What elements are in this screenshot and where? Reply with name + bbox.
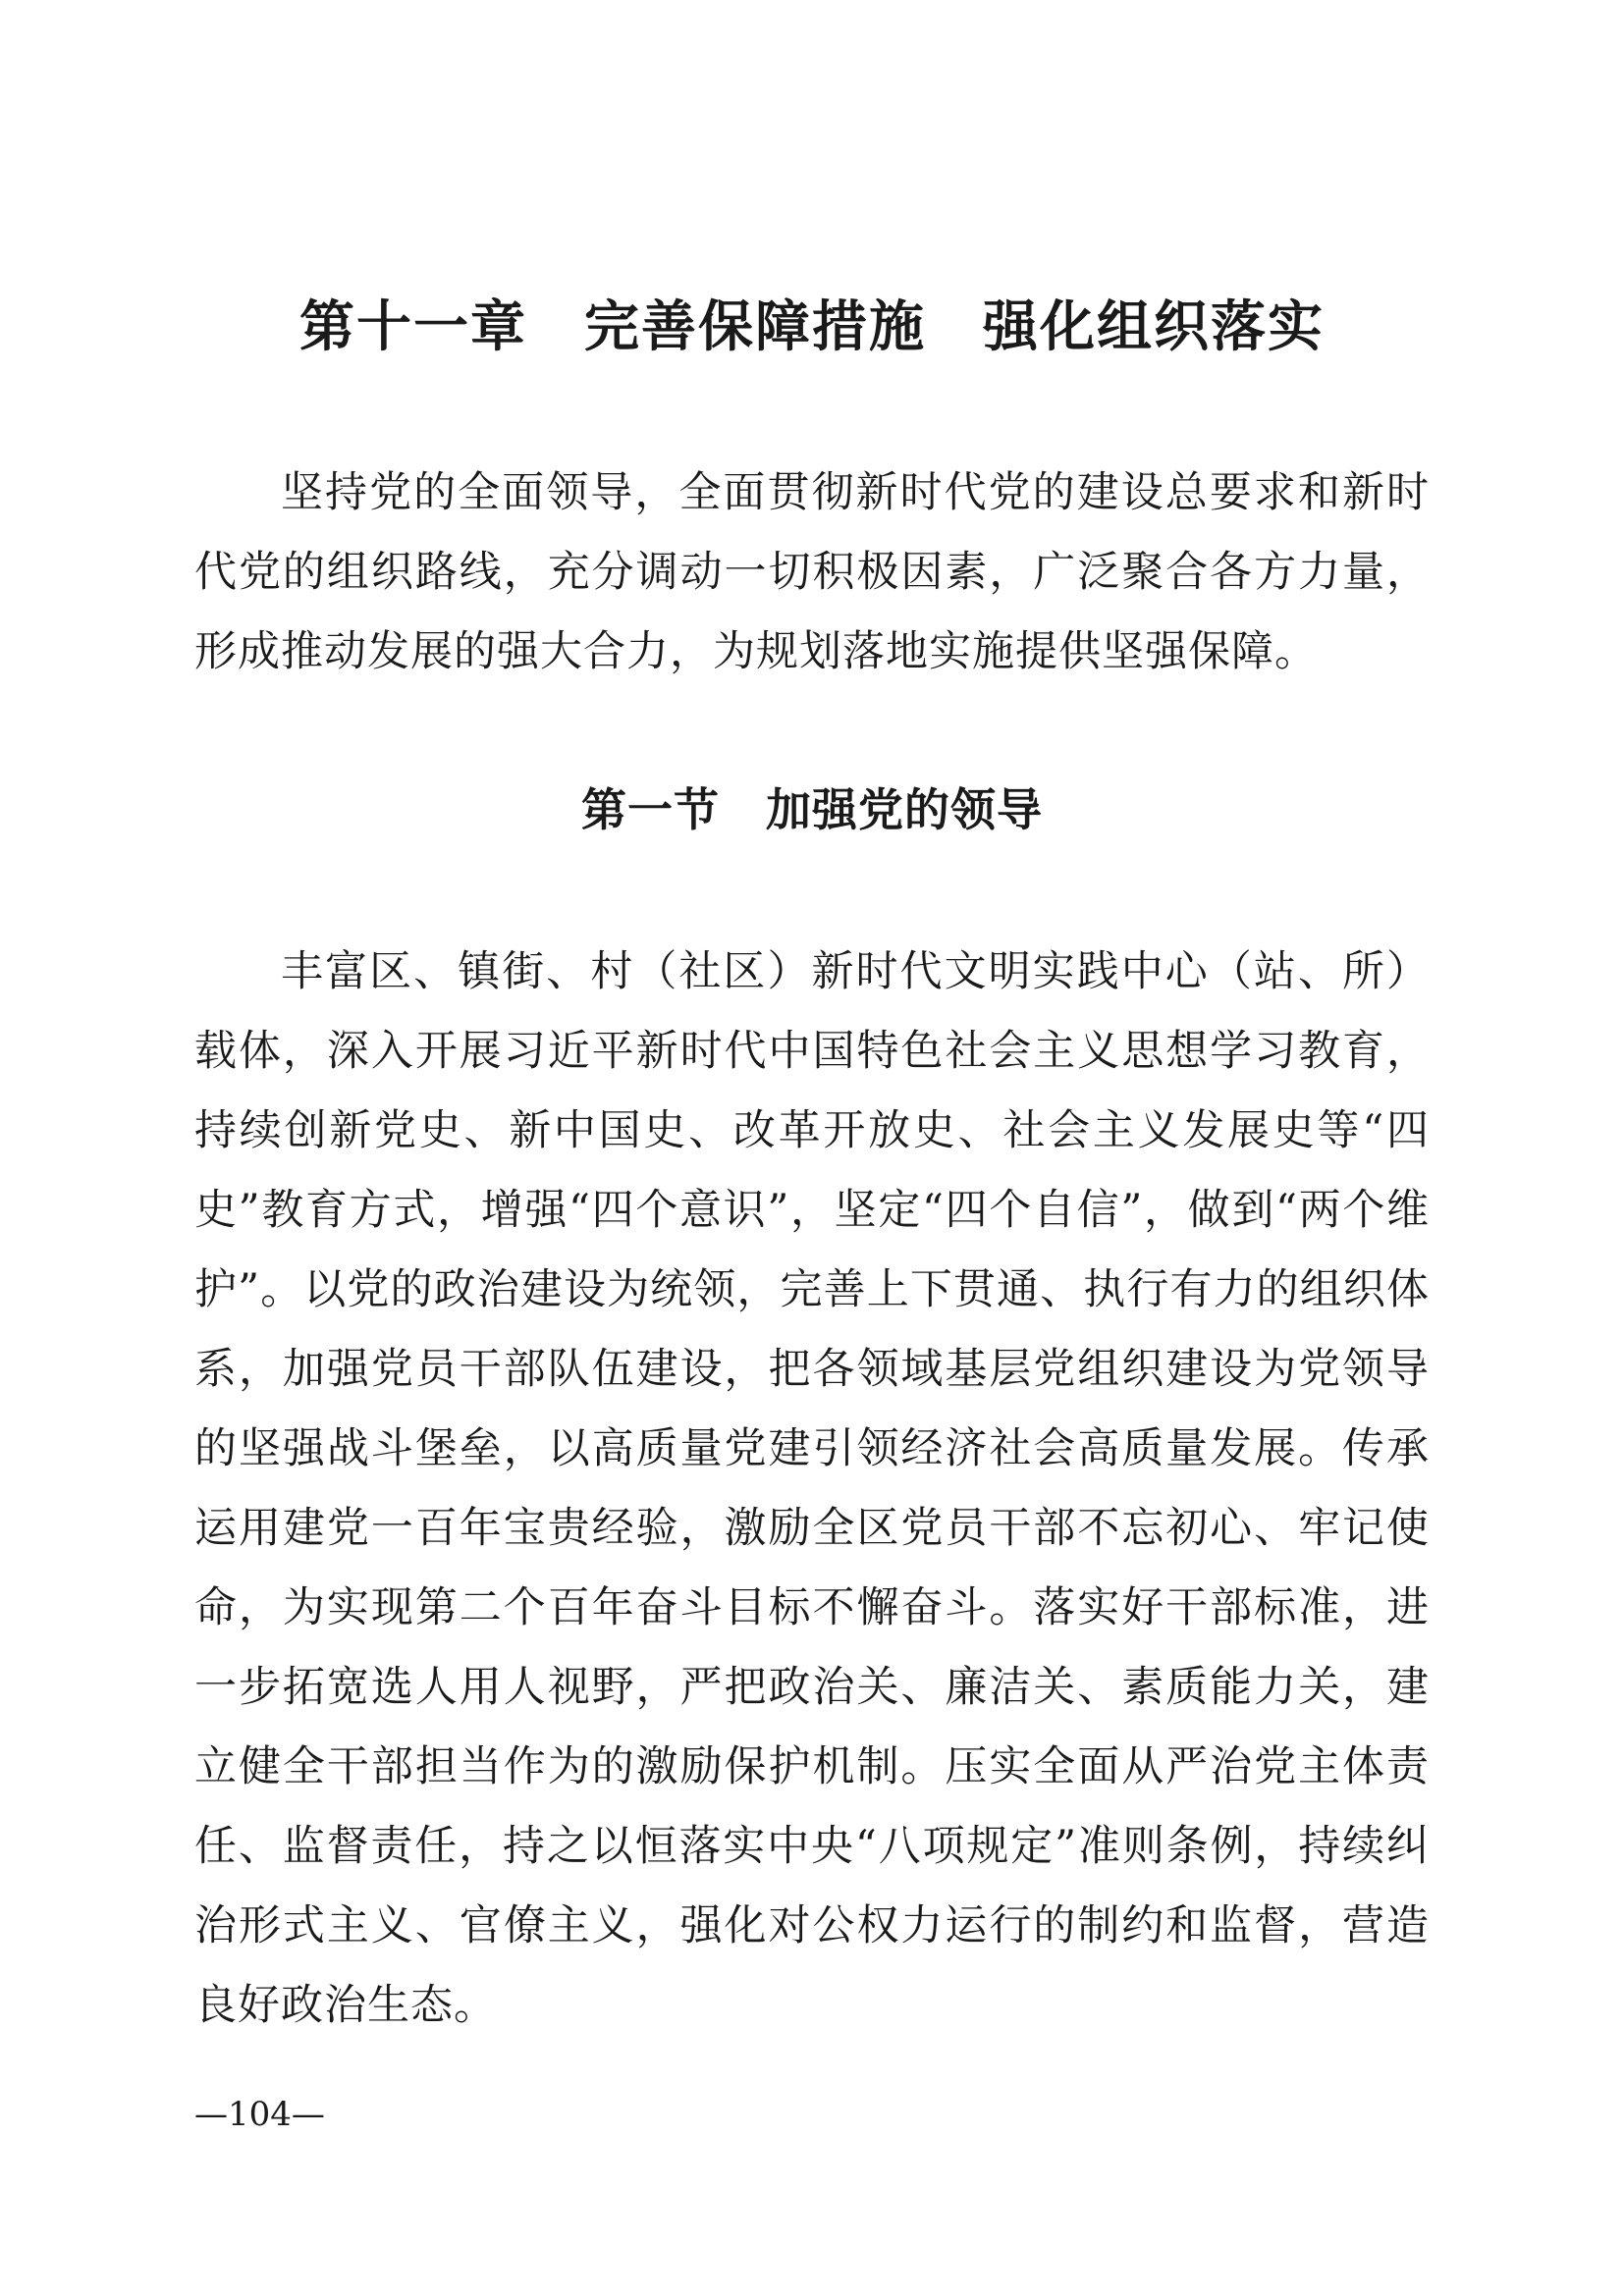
section-body-paragraph: 丰富区、镇街、村（社区）新时代文明实践中心（站、所）载体，深入开展习近平新时代中国特色社会主义思想学习教育，持续创新党史、新中国史、改革开放史、社会主义发展史等“四史”教育方式，增强“四个意识”，坚定“四个自信”，做到“两个维护”。以党的政治建设为统领，完善上下贯通、执行有力的组织体系，加强党员干部队伍建设，把各领域基层党组织建设为党领导的坚强战斗堡垒，以高质量党建引领经济社会高质量发展。传承运用建党一百年宝贵经验，激励全区党员干部不忘初心、牢记使命，为实现第二个百年奋斗目标不懈奋斗。落实好干部标准，进一步拓宽选人用人视野，严把政治关、廉洁关、素质能力关，建立健全干部担当作为的激励保护机制。压实全面从严治党主体责任、监督责任，持之以恒落实中央“八项规定”准则条例，持续纠治形式主义、官僚主义，强化对公权力运行的制约和监督，营造良好政治生态。 [194,947,1430,2030]
section-title: 第一节 加强党的领导 [581,783,1043,836]
chapter-title: 第十一章 完善保障措施 强化组织落实 [299,294,1325,359]
page-number: —104— [194,2095,325,2134]
chapter-intro-paragraph: 坚持党的全面领导，全面贯彻新时代党的建设总要求和新时代党的组织路线，充分调动一切积极因素，广泛聚合各方力量，形成推动发展的强大合力，为规划落地实施提供坚强保障。 [194,468,1430,676]
